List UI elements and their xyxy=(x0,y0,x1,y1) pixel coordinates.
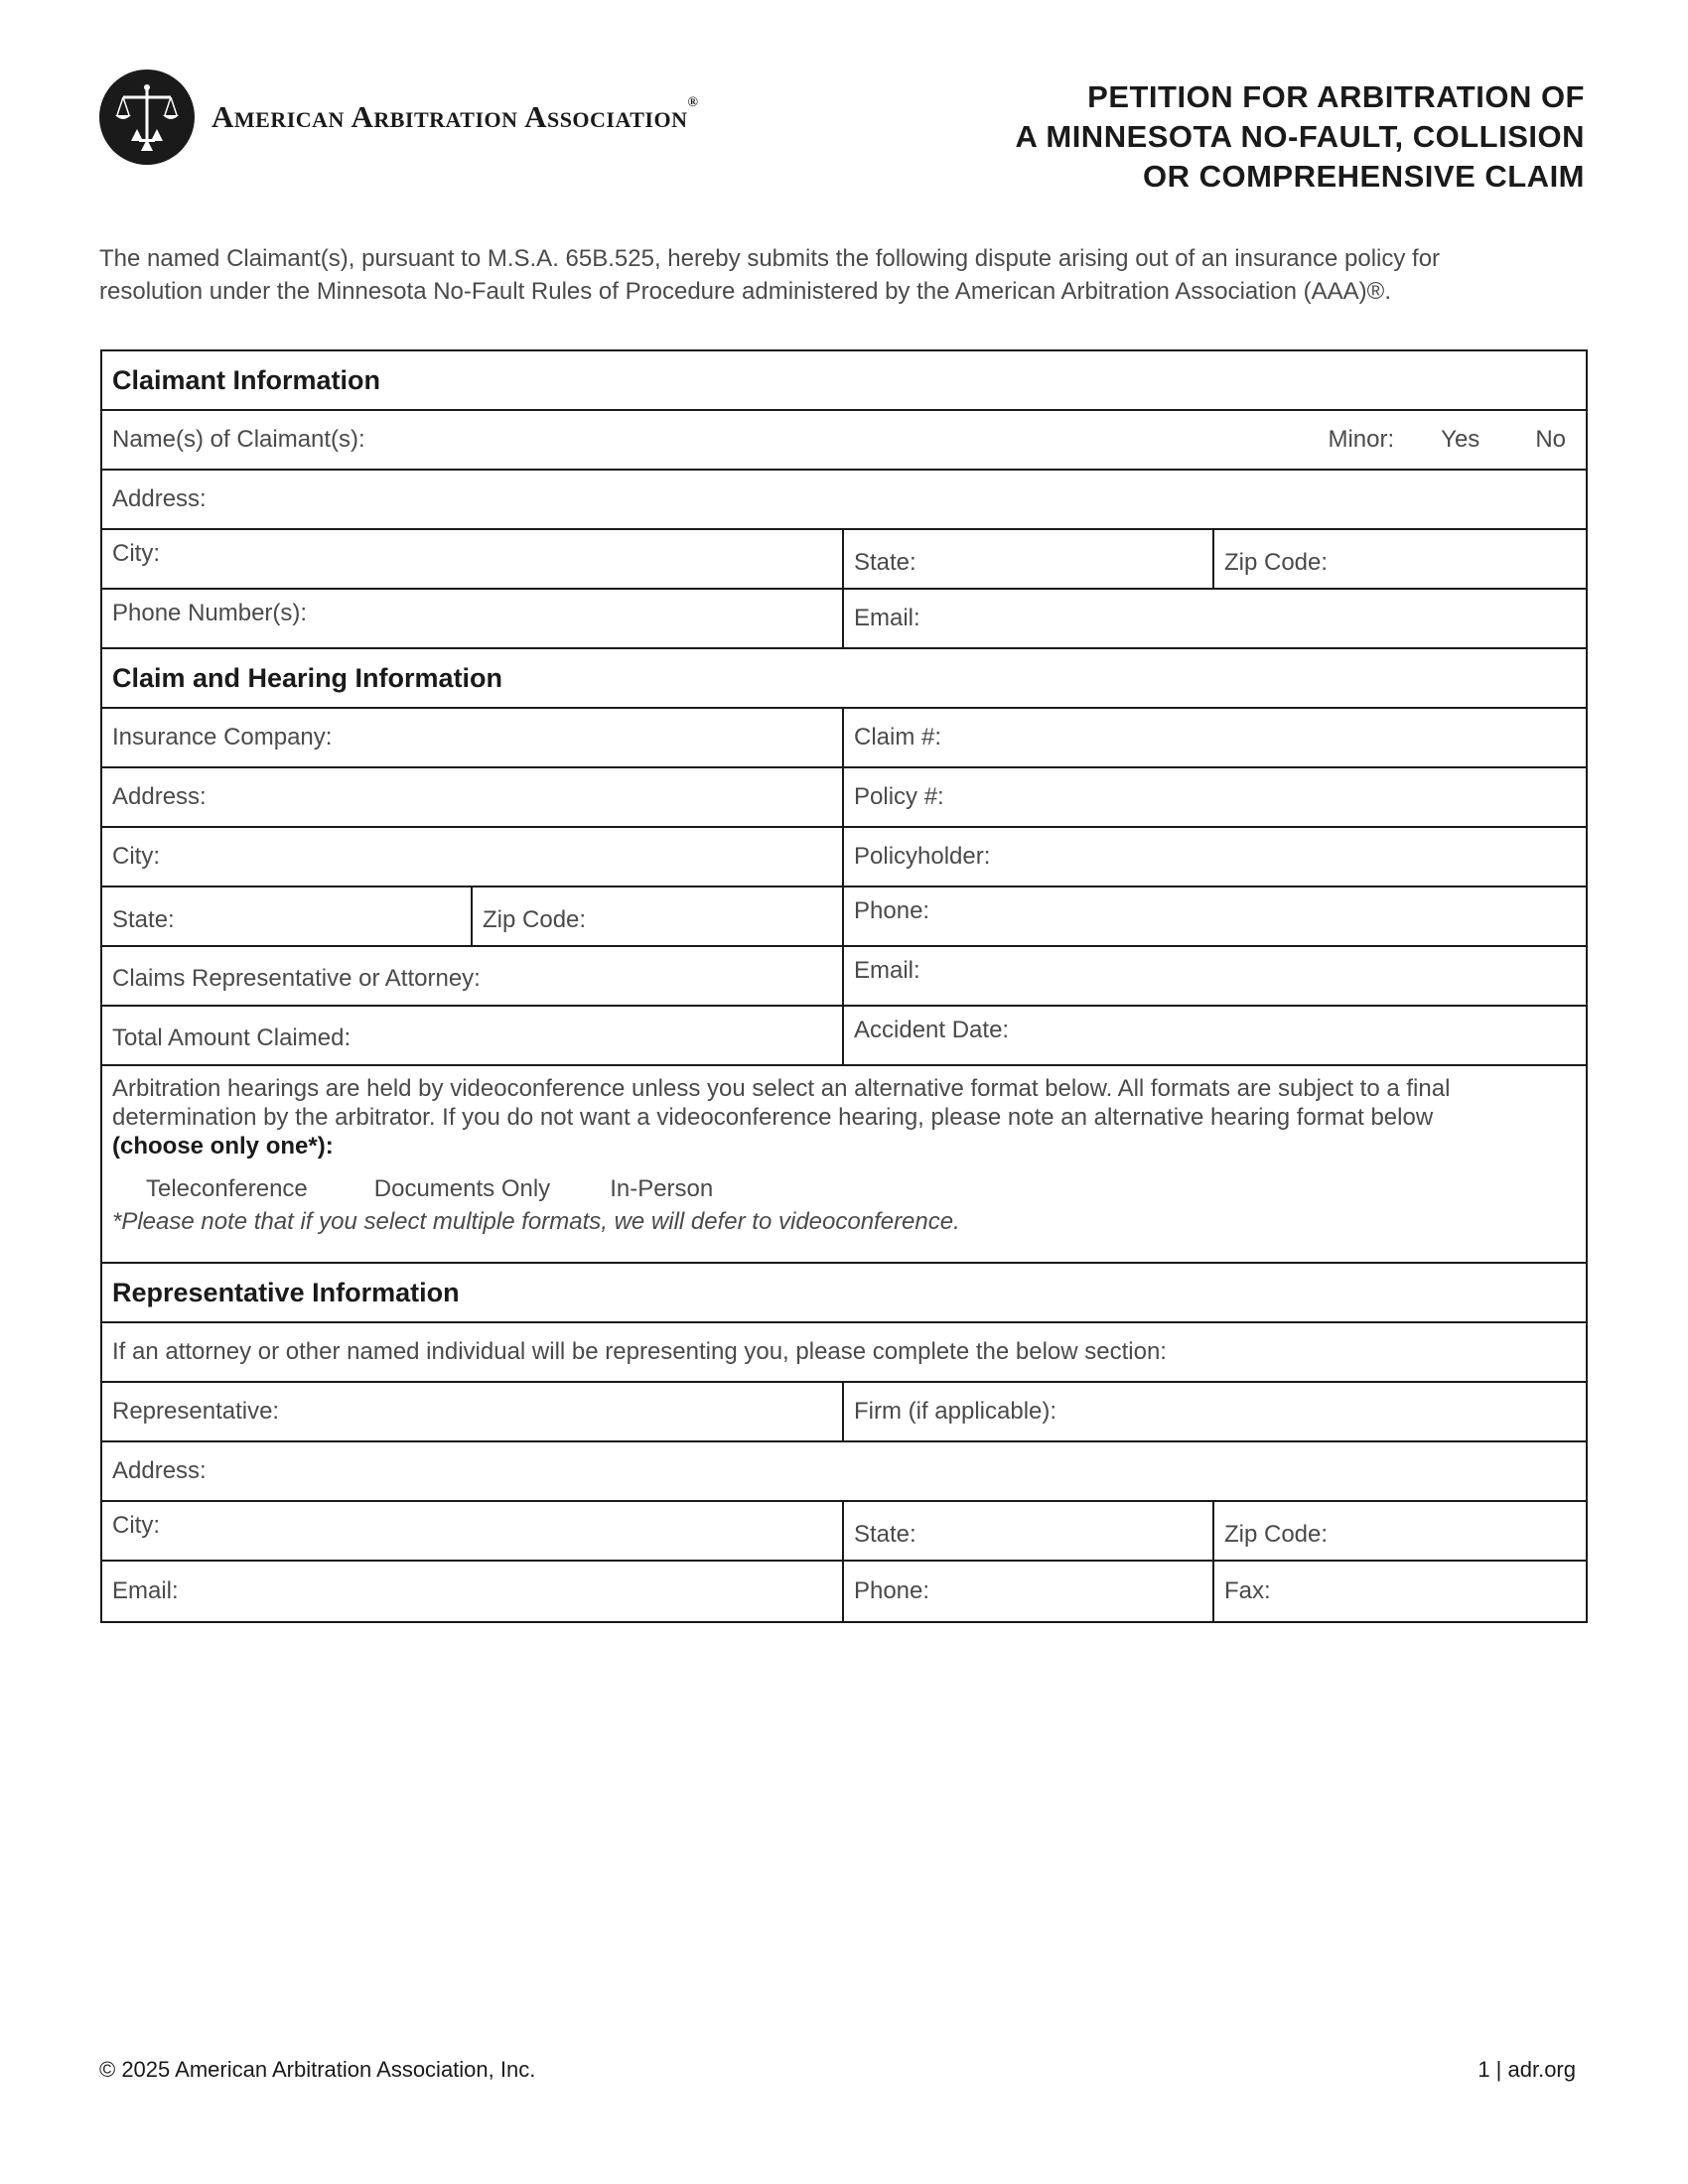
claims-rep-row xyxy=(102,947,1586,1007)
intro-paragraph: The named Claimant(s), pursuant to M.S.A. 65B.525, hereby submits the following dispute arising out of an insurance policy for resolution under the Minnesota No-Fault Rules of Procedure administered by the American Arbitration Association (AAA)®. xyxy=(99,245,1441,305)
minor-no-option[interactable]: No xyxy=(1535,426,1566,453)
policy-number-field[interactable]: Policy #: xyxy=(854,783,944,810)
amount-row xyxy=(102,1007,1586,1066)
section-heading: Claim and Hearing Information xyxy=(112,662,503,693)
representative-fax-field[interactable]: Fax: xyxy=(1223,1577,1271,1604)
insurer-city-row xyxy=(102,828,1586,887)
claimant-phone-row xyxy=(102,590,1586,649)
section-heading: Claimant Information xyxy=(112,364,381,395)
section-heading: Representative Information xyxy=(112,1277,460,1307)
claimant-address-row xyxy=(102,471,1586,530)
claimant-phone-field[interactable]: Phone Number(s): xyxy=(102,590,844,647)
teleconference-option[interactable]: Teleconference xyxy=(146,1175,308,1202)
hearing-instruction: (choose only one*): xyxy=(112,1133,334,1160)
org-name: American Arbitration Association® xyxy=(211,95,699,134)
representative-instruction-row xyxy=(102,1323,1586,1383)
representative-state-field[interactable]: State: xyxy=(844,1502,1214,1560)
representative-address-row xyxy=(102,1442,1586,1502)
representative-email-field[interactable]: Email: xyxy=(102,1562,844,1621)
claim-section-header xyxy=(102,649,1586,709)
title-line: A MINNESOTA NO-FAULT, COLLISION xyxy=(1015,119,1585,154)
insurer-state-field[interactable]: State: xyxy=(102,887,473,945)
petition-form xyxy=(100,349,1588,1623)
hearing-format-options xyxy=(112,1174,1576,1203)
claimant-state-field[interactable]: State: xyxy=(844,530,1214,588)
title-line: OR COMPREHENSIVE CLAIM xyxy=(1142,159,1585,194)
representative-section-header xyxy=(102,1264,1586,1323)
representative-contact-row xyxy=(102,1562,1586,1621)
claim-number-field[interactable]: Claim #: xyxy=(854,724,942,751)
claimant-section-header xyxy=(102,351,1586,411)
aaa-logo-icon xyxy=(99,69,195,165)
claims-rep-email-field[interactable]: Email: xyxy=(854,957,920,984)
representative-zip-field[interactable]: Zip Code: xyxy=(1223,1521,1329,1548)
claimant-names-row xyxy=(102,411,1586,471)
policyholder-field[interactable]: Policyholder: xyxy=(854,843,991,870)
representative-city-field[interactable]: City: xyxy=(102,1502,844,1560)
representative-phone-field[interactable]: Phone: xyxy=(844,1562,1214,1621)
insurance-company-row xyxy=(102,709,1586,768)
hearing-text: Arbitration hearings are held by videoconference unless you select an alternative format below. All formats are subject to a final xyxy=(112,1075,1451,1102)
hearing-text: determination by the arbitrator. If you do not want a videoconference hearing, please note an alternative hearing format below xyxy=(112,1104,1434,1131)
hearing-format-section xyxy=(102,1066,1586,1264)
total-amount-field[interactable]: Total Amount Claimed: xyxy=(102,1007,844,1064)
claimant-email-field[interactable]: Email: xyxy=(854,605,920,631)
claimant-city-field[interactable]: City: xyxy=(102,530,844,588)
copyright: © 2025 American Arbitration Association, Inc. xyxy=(99,2057,536,2082)
claimant-zip-field[interactable]: Zip Code: xyxy=(1223,549,1329,576)
minor-yes-option[interactable]: Yes xyxy=(1441,426,1480,453)
insurer-address-row xyxy=(102,768,1586,828)
representative-address-field[interactable]: Address: xyxy=(112,1457,207,1484)
minor-choice xyxy=(1328,411,1566,469)
representative-field[interactable]: Representative: xyxy=(102,1383,844,1440)
page-title xyxy=(1016,77,1585,197)
insurer-address-field[interactable]: Address: xyxy=(102,768,844,826)
insurance-company-field[interactable]: Insurance Company: xyxy=(102,709,844,766)
title-line: PETITION FOR ARBITRATION OF xyxy=(1087,79,1585,114)
hearing-note: *Please note that if you select multiple formats, we will defer to videoconference. xyxy=(112,1208,960,1235)
firm-field[interactable]: Firm (if applicable): xyxy=(854,1398,1057,1425)
representative-instruction: If an attorney or other named individual will be representing you, please complete the below section: xyxy=(112,1338,1167,1365)
claimant-names-field[interactable]: Name(s) of Claimant(s): Minor: Yes No xyxy=(102,411,1586,469)
insurer-phone-field[interactable]: Phone: xyxy=(854,897,930,924)
insurer-zip-field[interactable]: Zip Code: xyxy=(473,887,844,945)
claimant-address-field[interactable]: Address: xyxy=(112,485,207,512)
minor-label: Minor: xyxy=(1328,426,1395,453)
documents-only-option[interactable]: Documents Only xyxy=(373,1175,551,1202)
accident-date-field[interactable]: Accident Date: xyxy=(854,1017,1010,1043)
page-number: 1 | adr.org xyxy=(1477,2057,1576,2082)
insurer-state-row xyxy=(102,887,1586,947)
representative-city-row xyxy=(102,1502,1586,1562)
insurer-city-field[interactable]: City: xyxy=(102,828,844,886)
in-person-option[interactable]: In-Person xyxy=(610,1175,714,1202)
claims-rep-field[interactable]: Claims Representative or Attorney: xyxy=(102,947,844,1005)
claimant-city-row xyxy=(102,530,1586,590)
representative-name-row xyxy=(102,1383,1586,1442)
